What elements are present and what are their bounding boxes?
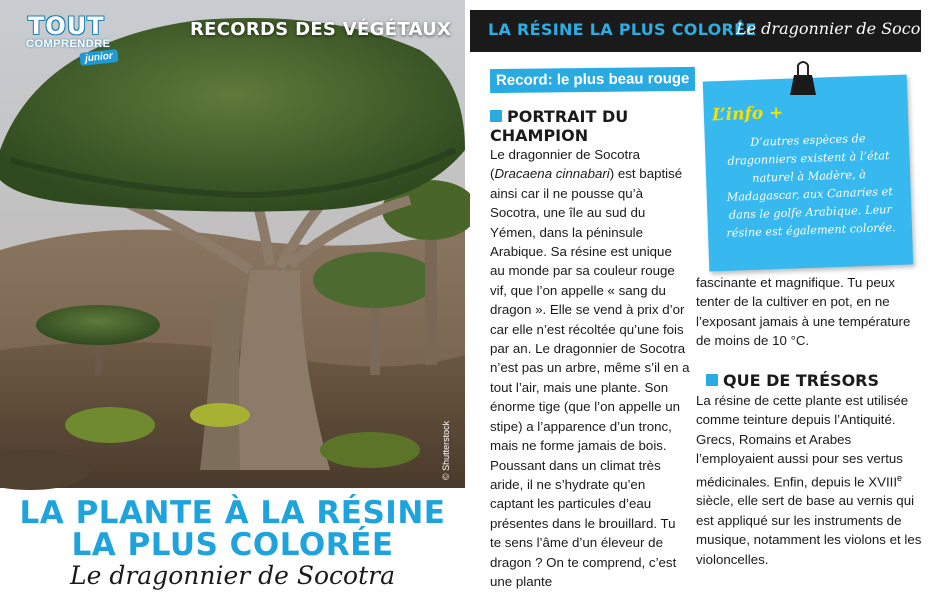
magazine-logo bbox=[22, 10, 132, 70]
dragon-tree-photo bbox=[0, 0, 465, 488]
portrait-paragraph bbox=[490, 145, 690, 591]
article-column-2-top bbox=[696, 273, 922, 351]
section-title: RECORDS DES VÉGÉTAUX bbox=[190, 19, 452, 40]
article-header-subtitle: Le dragonnier de Socotra bbox=[736, 19, 944, 38]
latin-name: Dracaena cinnabari bbox=[494, 166, 610, 182]
logo-badge-junior: junior bbox=[79, 49, 118, 66]
section-heading-portrait bbox=[490, 107, 690, 145]
main-headline bbox=[0, 497, 465, 561]
logo-word-tout: TOUT bbox=[28, 12, 105, 40]
left-page bbox=[0, 0, 465, 600]
right-page bbox=[470, 0, 944, 600]
headline-line-2: LA PLUS COLORÉE bbox=[71, 527, 394, 563]
article-column-1 bbox=[490, 145, 690, 591]
text-span: Le dragonnier de Socotra ( bbox=[490, 147, 641, 182]
section-heading-text: PORTRAIT DU CHAMPION bbox=[490, 107, 629, 145]
text-span: ) est baptisé ainsi car il ne pousse qu’à Socotra, une île au sud du Yémen, dans la péninsule Arabique. Sa résine est unique au monde par sa couleur rouge vif, que l’on appelle « sang du dragon ». Elle se vend à prix d’or car elle n’est récoltée qu’une fois par an. Le dragonnier de Socotra n’est pas un arbre, même s’il en a tout l’air, mais une plante. Son énorme tige (que l’on appelle un stipe) a l’apparence d’un tronc, mais ne forme jamais de bois. Poussant dans un climat très aride, il ne s’hydrate qu’en captant les particules d’eau présentes dans le brouillard. Tu te sens l’âme d’un éleveur de dragon ? On te comprend, c’est une plante bbox=[490, 166, 690, 589]
text-span: La résine de cette plante est utilisée comme teinture depuis l’Antiquité. Grecs, Romains et Arabes l’employaient aussi pour ses vertus médicinales. Enfin, depuis le XVIII bbox=[696, 393, 909, 490]
square-bullet-icon bbox=[490, 110, 502, 122]
article-header-bar bbox=[470, 10, 944, 52]
logo-word-comprendre: COMPRENDRE bbox=[26, 38, 111, 50]
article-column-2-bottom bbox=[696, 391, 922, 569]
section-heading-tresors bbox=[706, 371, 906, 390]
dragon-tree-illustration bbox=[0, 0, 465, 488]
square-bullet-icon bbox=[706, 374, 718, 386]
article-header-title: LA RÉSINE LA PLUS COLORÉE bbox=[488, 20, 757, 39]
photo-credit: © Shutterstock bbox=[441, 420, 451, 480]
portrait-paragraph-continued: fascinante et magnifique. Tu peux tenter de la cultiver en pot, en ne l’exposant jamais à une température de moins de 10 °C. bbox=[696, 275, 911, 349]
headline-line-1: LA PLANTE À LA RÉSINE bbox=[19, 495, 446, 531]
section-heading-text: QUE DE TRÉSORS bbox=[723, 371, 880, 390]
paperclip-icon bbox=[788, 59, 818, 99]
info-card-title: L’info + bbox=[711, 102, 784, 126]
headline-subtitle: Le dragonnier de Socotra bbox=[69, 561, 396, 590]
record-tag: Record: le plus beau rouge bbox=[490, 67, 696, 93]
text-span: siècle, elle sert de base au vernis qui est appliqué sur les instruments de musique, notamment les violons et les violoncelles. bbox=[696, 493, 922, 567]
info-card-text: D’autres espèces de dragonniers existent à l’état naturel à Madère, à Madagascar, aux Canaries et dans le golfe Arabique. Leur résine est également colorée. bbox=[726, 131, 896, 240]
info-card bbox=[703, 74, 914, 271]
tresors-paragraph bbox=[696, 391, 922, 569]
superscript: e bbox=[897, 472, 903, 483]
